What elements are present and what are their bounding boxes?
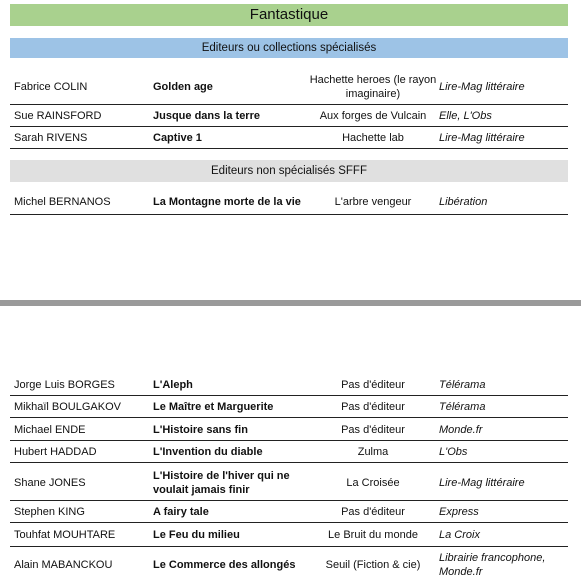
author-cell: Mikhaïl BOULGAKOV [14, 401, 121, 413]
publisher-cell: Le Bruit du monde [328, 529, 418, 541]
page-divider [0, 300, 581, 306]
publisher-cell: Pas d'éditeur [341, 506, 405, 518]
page-title: Fantastique [10, 4, 568, 26]
table-row [10, 420, 568, 441]
publisher-cell: Aux forges de Vulcain [319, 110, 427, 122]
press-cell: Libération [439, 196, 488, 208]
title-cell: La Montagne morte de la vie [153, 196, 301, 208]
press-cell: Télérama [439, 401, 486, 413]
title-cell: Le Maître et Marguerite [153, 401, 274, 413]
title-cell: L'Invention du diable [153, 446, 263, 458]
section-header-specialized: Editeurs ou collections spécialisés [10, 38, 568, 58]
press-cell: Lire-Mag littéraire [439, 132, 525, 144]
author-cell: Hubert HADDAD [14, 446, 97, 458]
table-row [10, 524, 568, 547]
press-cell: Express [439, 506, 479, 518]
table-row [10, 442, 568, 463]
title-cell: Golden age [153, 81, 213, 93]
table-row [10, 106, 568, 127]
author-cell: Michael ENDE [14, 424, 86, 436]
publisher-cell: Zulma [357, 446, 389, 458]
title-cell: L'Histoire sans fin [153, 424, 248, 436]
press-cell: Librairie francophone, Monde.fr [439, 552, 546, 578]
press-cell: Lire-Mag littéraire [439, 81, 525, 93]
publisher-cell: La Croisée [346, 476, 400, 489]
author-cell: Shane JONES [14, 476, 86, 489]
table-row [10, 128, 568, 149]
author-cell: Stephen KING [14, 506, 85, 518]
publisher-cell: L'arbre vengeur [334, 196, 412, 208]
press-cell: Télérama [439, 379, 486, 391]
author-cell: Alain MABANCKOU [14, 559, 113, 571]
title-cell: L'Histoire de l'hiver qui ne voulait jamais finir [153, 469, 290, 496]
author-cell: Touhfat MOUHTARE [14, 529, 116, 541]
title-cell: Le Feu du milieu [153, 529, 240, 541]
title-cell: Captive 1 [153, 132, 202, 144]
table-row [10, 548, 568, 582]
press-cell: Monde.fr [439, 424, 483, 436]
publisher-cell: Hachette heroes (le rayon imaginaire) [309, 74, 437, 100]
publisher-cell: Pas d'éditeur [341, 424, 405, 436]
press-cell: La Croix [439, 529, 480, 541]
table-row [10, 190, 568, 215]
publisher-cell: Hachette lab [342, 132, 404, 144]
press-cell: Lire-Mag littéraire [439, 476, 525, 489]
author-cell: Fabrice COLIN [14, 81, 88, 93]
title-cell: A fairy tale [153, 506, 209, 518]
press-cell: L'Obs [439, 446, 468, 458]
section-header-non-specialized: Editeurs non spécialisés SFFF [10, 160, 568, 182]
press-cell: Elle, L'Obs [439, 110, 492, 122]
author-cell: Sue RAINSFORD [14, 110, 102, 122]
author-cell: Jorge Luis BORGES [14, 379, 115, 391]
title-cell: Le Commerce des allongés [153, 559, 296, 571]
title-cell: Jusque dans la terre [153, 110, 260, 122]
table-row [10, 502, 568, 523]
publisher-cell: Seuil (Fiction & cie) [325, 559, 421, 571]
publisher-cell: Pas d'éditeur [341, 379, 405, 391]
title-cell: L'Aleph [153, 379, 193, 391]
table-row [10, 465, 568, 501]
author-cell: Michel BERNANOS [14, 196, 111, 208]
author-cell: Sarah RIVENS [14, 132, 88, 144]
table-row [10, 375, 568, 396]
publisher-cell: Pas d'éditeur [341, 401, 405, 413]
table-row [10, 397, 568, 418]
table-row [10, 70, 568, 105]
